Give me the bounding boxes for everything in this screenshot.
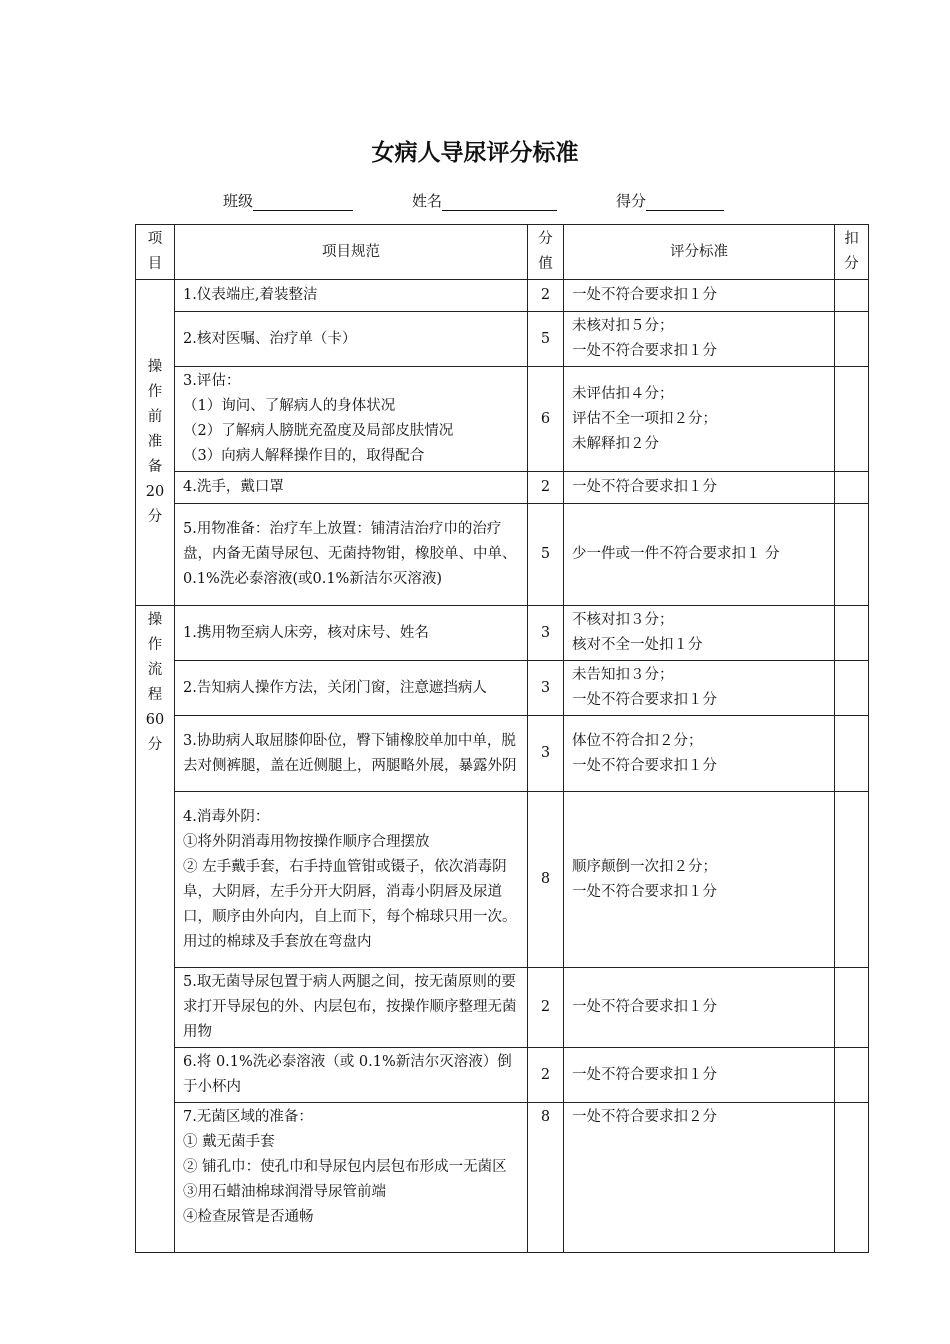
spec-cell: 5.用物准备：治疗车上放置：铺清洁治疗巾的治疗盘，内备无菌导尿包、无菌持物钳，橡胶单、中单、0.1%洗必泰溶液(或0.1%新洁尔灭溶液): [175, 504, 528, 606]
class-blank[interactable]: [253, 192, 353, 211]
spec-cell: 2.核对医嘱、治疗单（卡）: [175, 312, 528, 367]
standard-cell: 一处不符合要求扣２分: [564, 1103, 835, 1253]
score-label: 得分: [616, 192, 647, 210]
deduct-cell[interactable]: [835, 792, 869, 968]
standard-cell: 一处不符合要求扣１分: [564, 968, 835, 1048]
table-row: [136, 661, 869, 716]
page-title: 女病人导尿评分标准: [371, 140, 579, 166]
standard-cell: 一处不符合要求扣１分: [564, 1048, 835, 1103]
standard-cell: 少一件或一件不符合要求扣１ 分: [564, 504, 835, 606]
table-row: [136, 606, 869, 661]
table-row: [136, 472, 869, 504]
value-cell: 2: [528, 472, 564, 504]
deduct-cell[interactable]: [835, 504, 869, 606]
spec-cell: 4.洗手，戴口罩: [175, 472, 528, 504]
name-blank[interactable]: [442, 192, 557, 211]
value-cell: 3: [528, 606, 564, 661]
value-cell: 6: [528, 367, 564, 472]
value-cell: 5: [528, 312, 564, 367]
value-cell: 2: [528, 968, 564, 1048]
table-row: [136, 280, 869, 312]
spec-cell: 3.评估： （1）询问、了解病人的身体状况 （2）了解病人膀胱充盈度及局部皮肤情况 （3）向病人解释操作目的，取得配合: [175, 367, 528, 472]
standard-cell: 不核对扣３分； 核对不全一处扣１分: [564, 606, 835, 661]
deduct-cell[interactable]: [835, 968, 869, 1048]
section-label-procedure: 操 作 流 程 60 分: [136, 606, 175, 1253]
standard-cell: 体位不符合扣２分； 一处不符合要求扣１分: [564, 716, 835, 792]
standard-cell: 未核对扣５分； 一处不符合要求扣１分: [564, 312, 835, 367]
standard-cell: 未评估扣４分； 评估不全一项扣２分； 未解释扣２分: [564, 367, 835, 472]
spec-cell: 1.携用物至病人床旁，核对床号、姓名: [175, 606, 528, 661]
deduct-cell[interactable]: [835, 472, 869, 504]
name-field: [412, 190, 557, 211]
standard-cell: 一处不符合要求扣１分: [564, 472, 835, 504]
spec-cell: 4.消毒外阴： ①将外阴消毒用物按操作顺序合理摆放 ② 左手戴手套，右手持血管钳或镊子，依次消毒阴阜，大阴唇，左手分开大阴唇，消毒小阴唇及尿道口，顺序由外向内，自上而下，每个棉球只用一次。用过的棉球及手套放在弯盘内: [175, 792, 528, 968]
value-cell: 5: [528, 504, 564, 606]
table-row: [136, 792, 869, 968]
standard-cell: 一处不符合要求扣１分: [564, 280, 835, 312]
table-row: [136, 312, 869, 367]
standard-cell: 顺序颠倒一次扣２分； 一处不符合要求扣１分: [564, 792, 835, 968]
header-spec: 项目规范: [175, 225, 528, 280]
standard-cell: 未告知扣３分； 一处不符合要求扣１分: [564, 661, 835, 716]
deduct-cell[interactable]: [835, 716, 869, 792]
spec-cell: 7.无菌区域的准备： ① 戴无菌手套 ② 铺孔巾：使孔巾和导尿包内层包布形成一无菌区 ③用石蜡油棉球润滑导尿管前端 ④检查尿管是否通畅: [175, 1103, 528, 1253]
header-value: 分 值: [528, 225, 564, 280]
deduct-cell[interactable]: [835, 1103, 869, 1253]
value-cell: 3: [528, 716, 564, 792]
spec-cell: 5.取无菌导尿包置于病人两腿之间，按无菌原则的要求打开导尿包的外、内层包布，按操作顺序整理无菌用物: [175, 968, 528, 1048]
section-label-prep: 操 作 前 准 备 20 分: [136, 280, 175, 606]
value-cell: 2: [528, 1048, 564, 1103]
class-label: 班级: [223, 192, 254, 210]
header-standard: 评分标准: [564, 225, 835, 280]
name-label: 姓名: [412, 192, 443, 210]
header-project: 项 目: [136, 225, 175, 280]
table-row: [136, 968, 869, 1048]
deduct-cell[interactable]: [835, 1048, 869, 1103]
deduct-cell[interactable]: [835, 606, 869, 661]
scoring-table: [135, 224, 869, 1253]
spec-cell: 3.协助病人取屈膝仰卧位，臀下铺橡胶单加中单，脱去对侧裤腿，盖在近侧腿上，两腿略外展，暴露外阴: [175, 716, 528, 792]
spec-cell: 1.仪表端庄,着装整洁: [175, 280, 528, 312]
deduct-cell[interactable]: [835, 367, 869, 472]
deduct-cell[interactable]: [835, 661, 869, 716]
deduct-cell[interactable]: [835, 312, 869, 367]
table-row: [136, 504, 869, 606]
table-row: [136, 716, 869, 792]
table-row: [136, 1103, 869, 1253]
score-field: [616, 190, 724, 211]
class-field: [223, 190, 353, 211]
spec-cell: 6.将 0.1%洗必泰溶液（或 0.1%新洁尔灭溶液）倒于小杯内: [175, 1048, 528, 1103]
score-blank[interactable]: [646, 192, 724, 211]
spec-cell: 2.告知病人操作方法，关闭门窗，注意遮挡病人: [175, 661, 528, 716]
value-cell: 2: [528, 280, 564, 312]
header-row: [136, 225, 869, 280]
header-deduct: 扣 分: [835, 225, 869, 280]
value-cell: 8: [528, 792, 564, 968]
value-cell: 8: [528, 1103, 564, 1253]
deduct-cell[interactable]: [835, 280, 869, 312]
table-row: [136, 367, 869, 472]
table-row: [136, 1048, 869, 1103]
value-cell: 3: [528, 661, 564, 716]
